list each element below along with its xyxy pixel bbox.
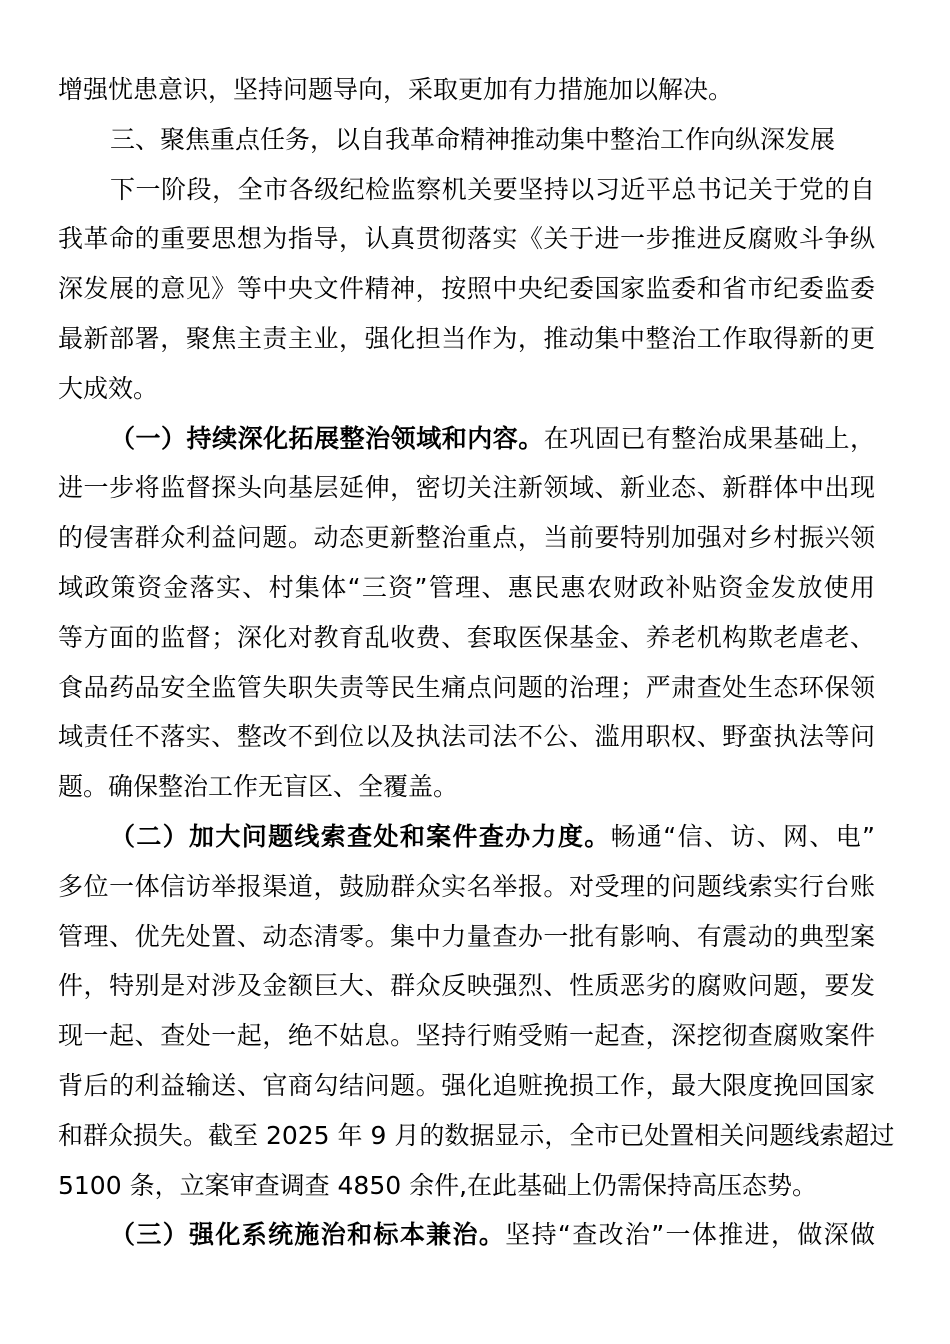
line-text: 背后的利益输送、官商勾结问题。强化追赃挽损工作，最大限度挽回国家 — [58, 1070, 875, 1100]
item-heading: （三）强化系统施治和标本兼治。 — [110, 1220, 506, 1250]
line-text: 和群众损失。截至 2025 年 9 月的数据显示，全市已处置相关问题线索超过 — [58, 1120, 895, 1150]
line-text: 下一阶段，全市各级纪检监察机关要坚持以习近平总书记关于党的自 — [110, 174, 875, 204]
text-line — [58, 712, 875, 762]
line-text: 件，特别是对涉及金额巨大、群众反映强烈、性质恶劣的腐败问题，要发 — [58, 971, 875, 1001]
line-text: 多位一体信访举报渠道，鼓励群众实名举报。对受理的问题线索实行台账 — [58, 871, 875, 901]
text-line — [58, 1210, 875, 1260]
line-text: 域政策资金落实、村集体“三资”管理、惠民惠农财政补贴资金发放使用 — [58, 572, 875, 602]
text-line — [58, 1161, 875, 1211]
line-text: 的侵害群众利益问题。动态更新整治重点，当前要特别加强对乡村振兴领 — [58, 523, 875, 553]
text-line — [58, 1011, 875, 1061]
item-heading: （一）持续深化拓展整治领域和内容。 — [110, 423, 544, 453]
text-line — [58, 912, 875, 962]
line-text: 等方面的监督；深化对教育乱收费、套取医保基金、养老机构欺老虐老、 — [58, 622, 875, 652]
text-line — [58, 414, 875, 464]
line-text: 题。确保整治工作无盲区、全覆盖。 — [58, 772, 459, 802]
line-text: 5100 条，立案审查调查 4850 余件,在此基础上仍需保持高压态势。 — [58, 1170, 818, 1200]
line-text: 增强忧患意识，坚持问题导向，采取更加有力措施加以解决。 — [58, 75, 734, 104]
item-heading: （二）加大问题线索查处和案件查办力度。 — [110, 821, 611, 851]
line-text: 畅通“信、访、网、电” — [610, 821, 875, 851]
paragraph-continuation — [58, 65, 875, 115]
text-line — [58, 463, 875, 513]
line-text: 在巩固已有整治成果基础上， — [543, 423, 875, 453]
line-text: 现一起、查处一起，绝不姑息。坚持行贿受贿一起查，深挖彻查腐败案件 — [58, 1021, 875, 1051]
line-text: 域责任不落实、整改不到位以及执法司法不公、滥用职权、野蛮执法等问 — [58, 722, 875, 752]
paragraph-item-two — [58, 812, 895, 1210]
line-text: 进一步将监督探头向基层延伸，密切关注新领域、新业态、新群体中出现 — [58, 473, 875, 503]
text-line — [58, 663, 875, 713]
text-line — [58, 264, 875, 314]
text-line — [58, 563, 875, 613]
text-line — [58, 961, 875, 1011]
text-line — [58, 65, 875, 115]
text-line — [58, 812, 875, 862]
document-body — [58, 65, 895, 1260]
text-line — [58, 364, 875, 414]
text-line — [58, 862, 875, 912]
line-text: 我革命的重要思想为指导，认真贯彻落实《关于进一步推进反腐败斗争纵 — [58, 224, 875, 254]
paragraph-item-one — [58, 414, 875, 812]
text-line — [58, 115, 875, 165]
line-text: 深发展的意见》等中央文件精神，按照中央纪委国家监委和省市纪委监委 — [58, 274, 875, 304]
text-line — [58, 165, 875, 215]
text-line — [58, 1061, 875, 1111]
paragraph-next-stage — [58, 165, 875, 414]
text-line — [58, 762, 875, 812]
text-line — [58, 613, 875, 663]
line-text: 三、聚焦重点任务，以自我革命精神推动集中整治工作向纵深发展 — [110, 124, 836, 154]
text-line — [58, 513, 875, 563]
line-text: 食品药品安全监管失职失责等民生痛点问题的治理；严肃查处生态环保领 — [58, 672, 875, 702]
line-text: 大成效。 — [58, 373, 159, 403]
line-text: 管理、优先处置、动态清零。集中力量查办一批有影响、有震动的典型案 — [58, 921, 875, 951]
section-heading-three — [58, 115, 875, 165]
text-line — [58, 1111, 895, 1161]
paragraph-item-three — [58, 1210, 875, 1260]
text-line — [58, 214, 875, 264]
line-text: 坚持“查改治”一体推进，做深做 — [505, 1220, 875, 1250]
text-line — [58, 314, 875, 364]
line-text: 最新部署，聚焦主责主业，强化担当作为，推动集中整治工作取得新的更 — [58, 323, 875, 353]
